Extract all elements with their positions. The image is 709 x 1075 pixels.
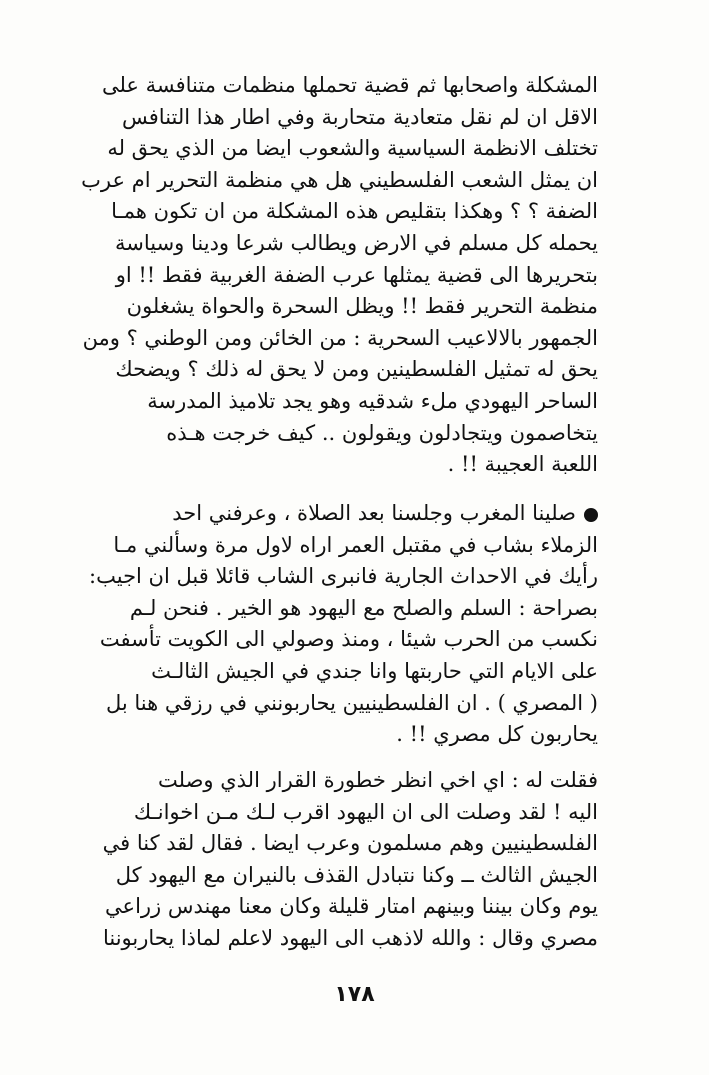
text-line: الجيش الثالث ــ وكنا نتبادل القذف بالنيران مع اليهود كل bbox=[115, 862, 598, 887]
paragraph-3 bbox=[66, 765, 598, 955]
paragraph-1 bbox=[66, 70, 598, 481]
text-line: الضفة ؟ ؟ وهكذا بتقليص هذه المشكلة من ان تكون همـا bbox=[111, 199, 598, 224]
text-line: الزملاء بشاب في مقتبل العمر اراه لاول مرة وسألني مـا bbox=[113, 532, 598, 557]
text-line: رأيك في الاحداث الجارية فانبرى الشاب قائلا قبل ان اجيب: bbox=[89, 564, 598, 589]
text-line: يوم وكان بيننا وبينهم امتار قليلة وكان معنا مهندس زراعي bbox=[105, 894, 598, 919]
text-line: المشكلة واصحابها ثم قضية تحملها منظمات متنافسة على bbox=[101, 73, 598, 97]
text-line: منظمة التحرير فقط !! ويظل السحرة والحواة يشغلون bbox=[126, 294, 598, 319]
bullet-icon bbox=[584, 508, 598, 522]
text-line-content: صلينا المغرب وجلسنا بعد الصلاة ، وعرفني احد bbox=[172, 501, 576, 525]
text-line: الفلسطينيين وهم مسلمون وعرب ايضا . فقال لقد كنا في bbox=[102, 831, 598, 856]
text-line: اللعبة العجيبة !! . bbox=[447, 452, 598, 477]
text-line: على الايام التي حاربتها وانا جندي في الجيش الثالـث bbox=[151, 658, 598, 683]
text-line: اليه ! لقد وصلت الى ان اليهود اقرب لـك مـن اخوانـك bbox=[133, 799, 598, 824]
text-line: يحاربون كل مصري !! . bbox=[396, 722, 598, 747]
text-line: بصراحة : السلم والصلح مع اليهود هو الخير . فنحن لـم bbox=[129, 595, 598, 620]
text-line: ان يمثل الشعب الفلسطيني هل هي منظمة التحرير ام عرب bbox=[81, 167, 598, 192]
text-line: يحق له تمثيل الفلسطينين ومن لا يحق له ذلك ؟ ويضحك bbox=[115, 357, 598, 382]
text-line-first bbox=[66, 498, 598, 530]
paragraph-2 bbox=[66, 498, 598, 751]
text-line: الساحر اليهودي ملء شدقيه وهو يجد تلاميذ المدرسة bbox=[147, 388, 598, 413]
text-line: ( المصري ) . ان الفلسطينيين يحاربونني في رزقي هنا بل bbox=[105, 690, 598, 715]
text-line: بتحريرها الى قضية يمثلها عرب الضفة الغربية فقط !! او bbox=[115, 262, 598, 287]
page-number: ١٧٨ bbox=[334, 982, 375, 1007]
text-line: يتخاصمون ويتجادلون ويقولون .. كيف خرجت هـذه bbox=[166, 420, 598, 445]
text-line: تختلف الانظمة السياسية والشعوب ايضا من الذي يحق له bbox=[107, 136, 598, 161]
text-line: الاقل ان لم نقل متعادية متحاربة وفي اطار هذا التنافس bbox=[121, 104, 598, 129]
text-line: مصري وقال : والله لاذهب الى اليهود لاعلم لماذا يحاربوننا bbox=[102, 925, 598, 950]
text-line: نكسب من الحرب شيئا ، ومنذ وصولي الى الكويت تأسفت bbox=[99, 627, 598, 652]
text-line: يحمله كل مسلم في الارض ويطالب شرعا ودينا وسياسة bbox=[115, 230, 598, 255]
text-line: فقلت له : اي اخي انظر خطورة القرار الذي وصلت bbox=[158, 768, 598, 792]
text-line: الجمهور بالالاعيب السحرية : من الخائن ومن الوطني ؟ ومن bbox=[82, 325, 598, 350]
